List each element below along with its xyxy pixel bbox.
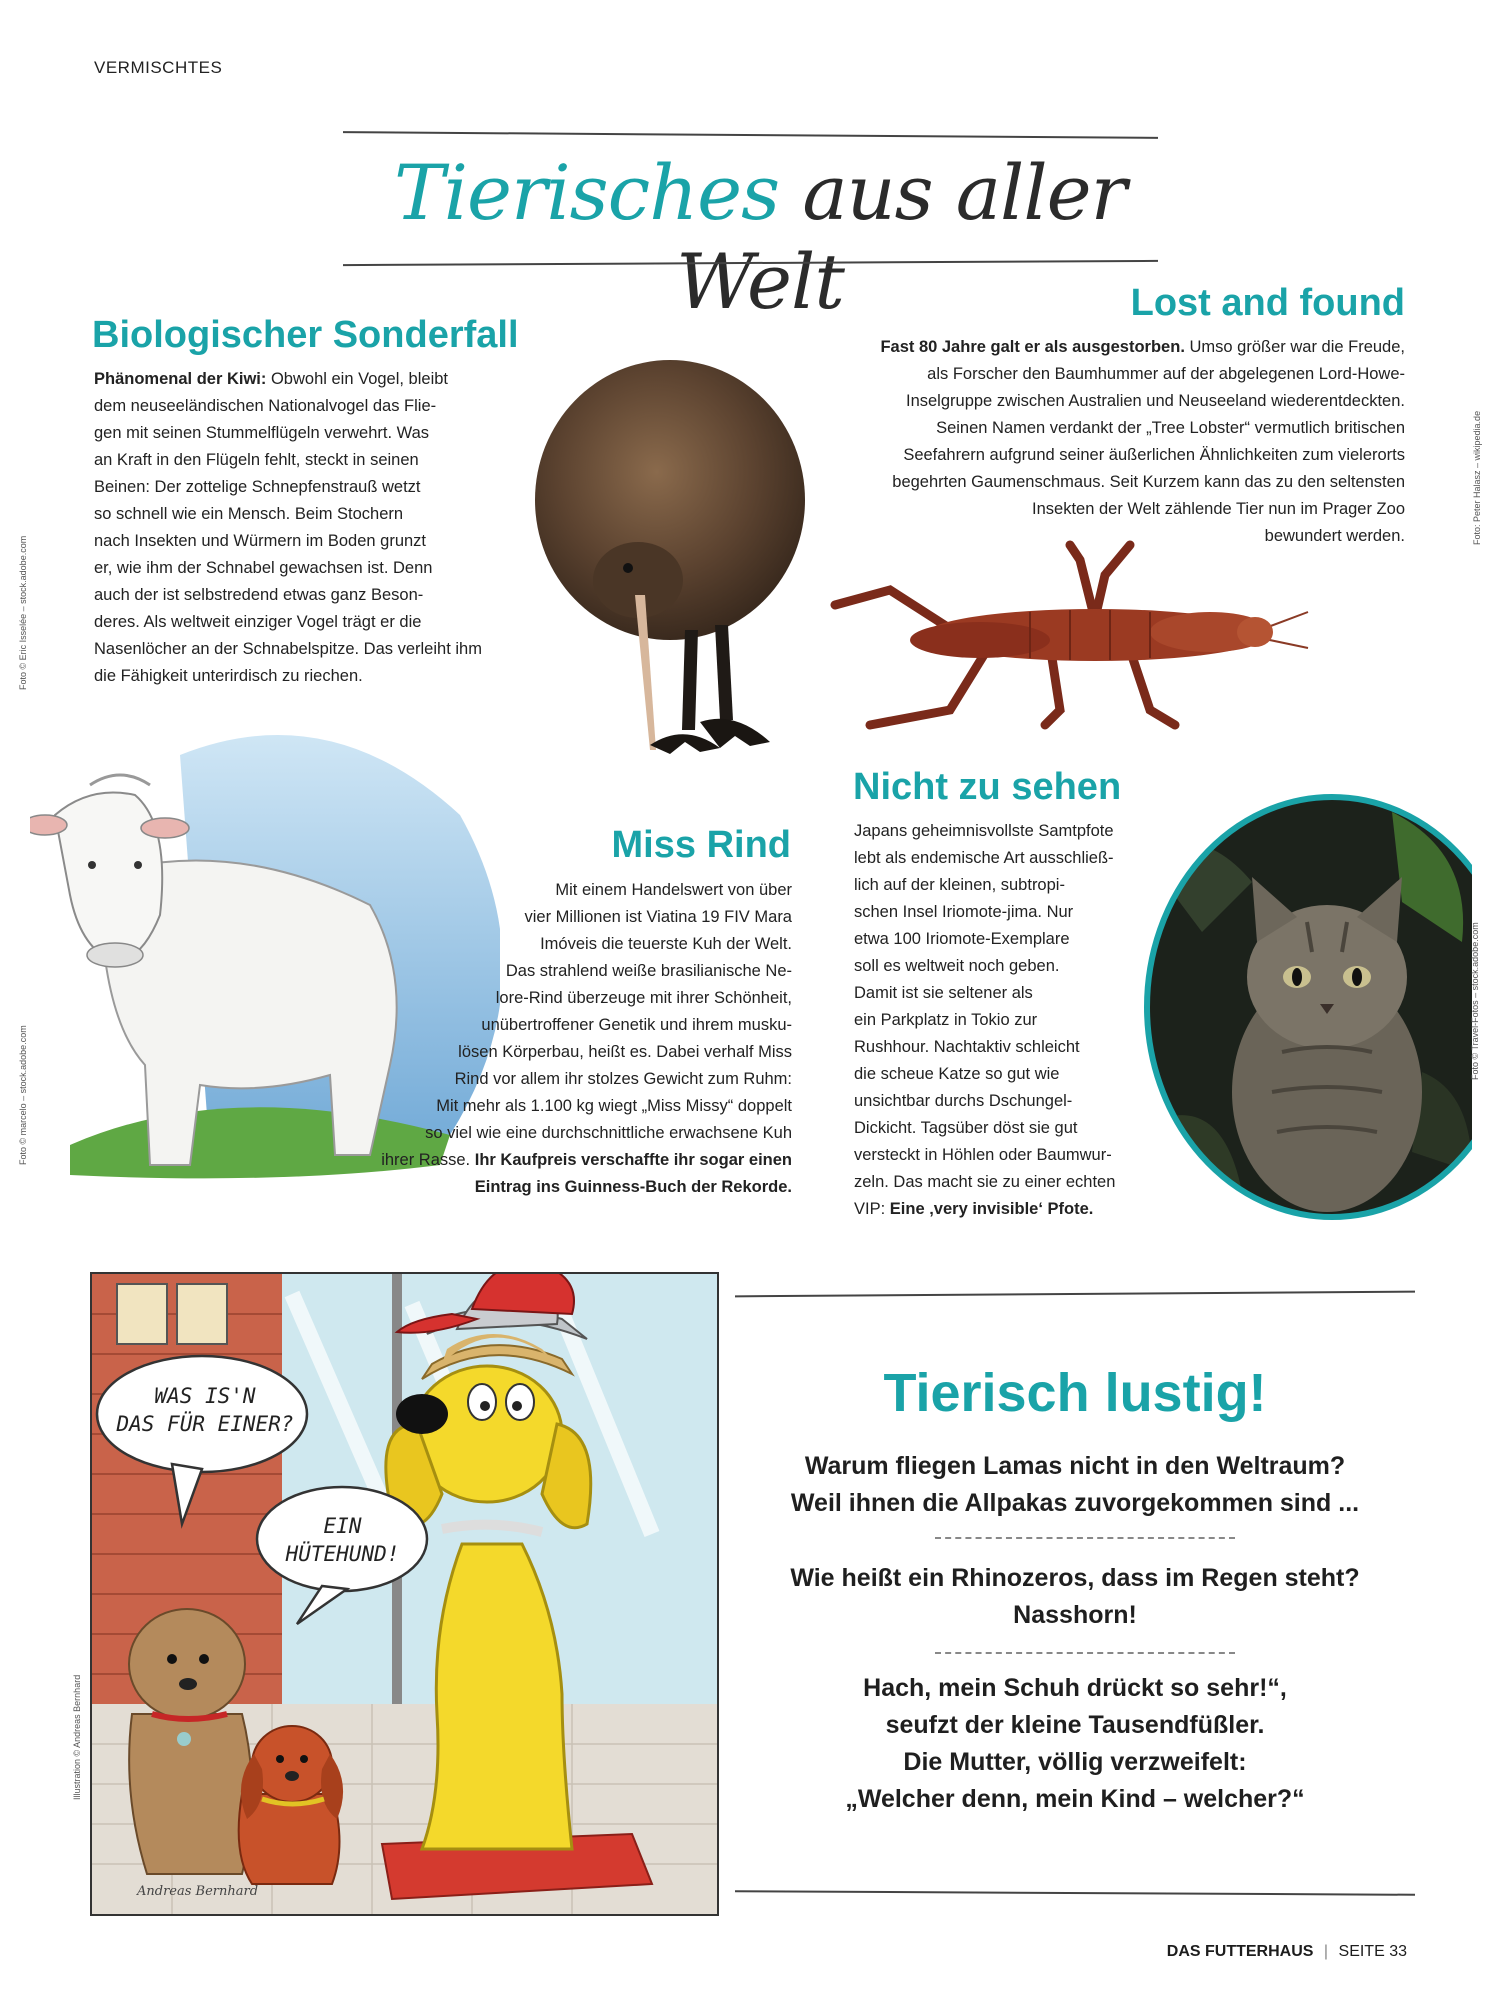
footer-separator: | <box>1323 1943 1329 1960</box>
kiwi-text: Phänomenal der Kiwi: Obwohl ein Vogel, bleibt dem neuseeländischen Nationalvogel das Flie- gen mit seinen Stummelflügeln verwehrt. Was an Kraft in den Flügeln fehlt, steckt in seinen Beinen: Der zottelige Schnepfenstrauß wetzt so schnell wie ein Mensch. Beim Stochern nach Insekten und Würmern im Boden grunzt er, wie ihm der Schnabel gewachsen ist. Denn auch der ist selbstredend etwas ganz Beson- deres. Als weltweit einziger Vogel trägt er die Nasenlöcher an der Schnabelspitze. Das verleiht ihm die Fähigkeit unterirdisch zu riechen. <box>94 370 482 685</box>
cartoon <box>90 1272 719 1916</box>
lobster-heading: Lost and found <box>1130 282 1405 324</box>
title-rule-top <box>343 131 1158 139</box>
cat-text: Japans geheimnisvollste Samtpfote lebt als endemische Art ausschließ- lich auf der kleinen, subtropi- schen Insel Iriomote-jima. Nur etwa 100 Iriomote-Exemplare soll es weltweit noch geben. Damit ist sie seltener als ein Parkplatz in Tokio zur Rushhour. Nachtaktiv schleicht die scheue Katze so gut wie unsichtbar durchs Dschungel- Dickicht. Tagsüber döst sie gut versteckt in Höhlen oder Baumwur- zeln. Das macht sie zu einer echten VIP: Eine ‚very invisible‘ Pfote. <box>854 822 1116 1218</box>
cat-image <box>1142 792 1472 1222</box>
lobster-text: Fast 80 Jahre galt er als ausgestorben. Umso größer war die Freude, als Forscher den Baumhummer auf der abgelegenen Lord-Howe- Inselgruppe zwischen Australien und Neuseeland wiederentdeckten. Seinen Namen verdankt der „Tree Lobster“ vermutlich britischen Seefahrern aufgrund seiner äußerlichen Ähnlichkeiten zum vielerorts begehrten Gaumenschmaus. Seit Kurzem kann das zu den seltensten Insekten der Welt zählende Tier nun im Prager Zoo bewundert werden. <box>880 338 1405 545</box>
lobster-lead: Fast 80 Jahre galt er als ausgestorben. <box>880 338 1185 356</box>
kiwi-image <box>520 350 820 810</box>
jokes-heading: Tierisch lustig! <box>883 1363 1267 1423</box>
speech-bubble-1: WAS IS'N DAS FÜR EINER? <box>116 1384 294 1436</box>
jokes-rule-top <box>735 1291 1415 1298</box>
joke-divider-1 <box>935 1537 1235 1539</box>
cow-credit: Foto © marcelo – stock.adobe.com <box>18 1025 28 1165</box>
joke-2: Wie heißt ein Rhinozeros, dass im Regen steht? Nasshorn! <box>790 1564 1360 1629</box>
section-label: VERMISCHTES <box>94 58 223 77</box>
kiwi-heading: Biologischer Sonderfall <box>92 314 519 356</box>
joke-divider-2 <box>935 1652 1235 1654</box>
kiwi-lead: Phänomenal der Kiwi: <box>94 370 267 388</box>
joke-1: Warum fliegen Lamas nicht in den Weltraum? Weil ihnen die Allpakas zuvorgekommen sind ... <box>790 1452 1360 1517</box>
jokes-rule-bottom <box>735 1890 1415 1896</box>
title-part1: Tierisches <box>394 148 780 237</box>
cow-heading: Miss Rind <box>611 824 791 866</box>
cat-credit: Foto © Travel-Fotos – stock.adobe.com <box>1470 922 1480 1080</box>
tree-lobster-image <box>830 540 1310 730</box>
cat-heading: Nicht zu sehen <box>853 766 1122 808</box>
joke-3: Hach, mein Schuh drückt so sehr!“, seufzt der kleine Tausendfüßler. Die Mutter, völlig verzweifelt: „Welcher denn, mein Kind – welcher?“ <box>845 1674 1305 1813</box>
page-title <box>350 148 1170 326</box>
footer-brand: DAS FUTTERHAUS <box>1166 1943 1314 1960</box>
cartoon-credit: Illustration © Andreas Bernhard <box>72 1674 82 1800</box>
kiwi-credit: Foto © Eric Isselée – stock.adobe.com <box>18 535 28 690</box>
lobster-credit: Foto: Peter Halasz – wikipedia.de <box>1472 410 1482 545</box>
speech-bubble-2: EIN HÜTEHUND! <box>285 1514 400 1566</box>
page-number: SEITE 33 <box>1338 1943 1407 1960</box>
cow-text: Mit einem Handelswert von über vier Millionen ist Viatina 19 FIV Mara Imóveis die teuerste Kuh der Welt. Das strahlend weiße brasilianische Ne- lore-Rind überzeuge mit ihrer Schönheit, unübertroffener Genetik und ihrem musku- lösen Körperbau, heißt es. Dabei verhalf Miss Rind vor allem ihr stolzes Gewicht zum Ruhm: Mit mehr als 1.100 kg wiegt „Miss Missy“ doppelt so viel wie eine durchschnittliche erwachsene Kuh ihrer Rasse. Ihr Kaufpreis verschaffte ihr sogar einen Eintrag ins Guinness-Buch der Rekorde. <box>381 881 792 1196</box>
title-part2: aus aller Welt <box>676 148 1126 326</box>
footer <box>1167 1943 1407 1961</box>
cartoon-signature: Andreas Bernhard <box>137 1884 259 1899</box>
